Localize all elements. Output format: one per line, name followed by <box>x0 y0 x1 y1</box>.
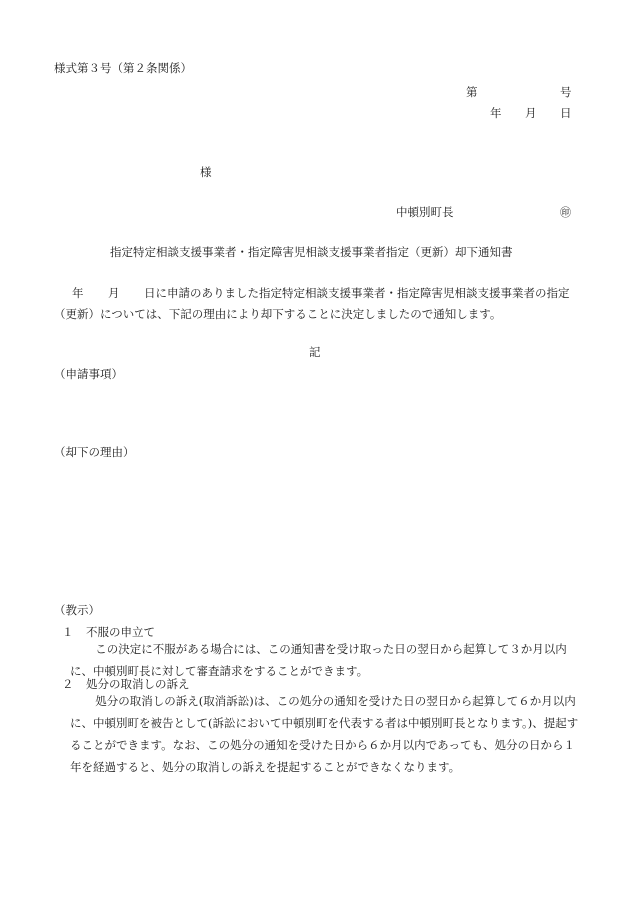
addressee-sama: 様 <box>200 165 212 179</box>
body-text-line2: （更新）については、下記の理由により却下することに決定しましたので通知します。 <box>54 307 502 321</box>
instruction-1-title: 不服の申立て <box>86 625 155 639</box>
body-month: 月 <box>108 286 120 300</box>
instruction-2-number: ２ <box>62 677 74 691</box>
date-day: 日 <box>560 106 572 120</box>
instruction-2-title: 処分の取消しの訴え <box>86 677 190 691</box>
instruction-1-number: １ <box>62 625 74 639</box>
instruction-2-text: 処分の取消しの訴え(取消訴訟)は、この処分の通知を受けた日の翌日から起算して６か月以内に、中頓別町を被告として(訴訟において中頓別町を代表する者は中頓別町長となります。)、提起することができます。なお、この処分の通知を受けた日から６か月以内であっても、処分の日から１年を経過すると、処分の取消しの訴えを提起することができなくなります。 <box>70 694 579 774</box>
section-reason: （却下の理由） <box>54 445 135 459</box>
body-year: 年 <box>72 286 84 300</box>
page-title: 指定特定相談支援事業者・指定障害児相談支援事業者指定（更新）却下通知書 <box>110 245 513 259</box>
date-month: 月 <box>525 106 537 120</box>
doc-number-dai: 第 <box>466 85 478 99</box>
date-year: 年 <box>490 106 502 120</box>
body-text-line1: 日に申請のありました指定特定相談支援事業者・指定障害児相談支援事業者の指定 <box>144 286 570 300</box>
form-number: 様式第３号（第２条関係） <box>54 61 192 75</box>
instruction-1-text: この決定に不服がある場合には、この通知書を受け取った日の翌日から起算して３か月以内に、中頓別町長に対して審査請求をすることができます。 <box>70 642 567 678</box>
seal-mark: ㊞ <box>560 206 571 219</box>
instructions-heading: （教示） <box>54 603 100 617</box>
doc-number-go: 号 <box>560 85 572 99</box>
issuer-name: 中頓別町長 <box>396 205 454 219</box>
ki-mark: 記 <box>309 345 321 359</box>
section-application: （申請事項） <box>54 367 123 381</box>
